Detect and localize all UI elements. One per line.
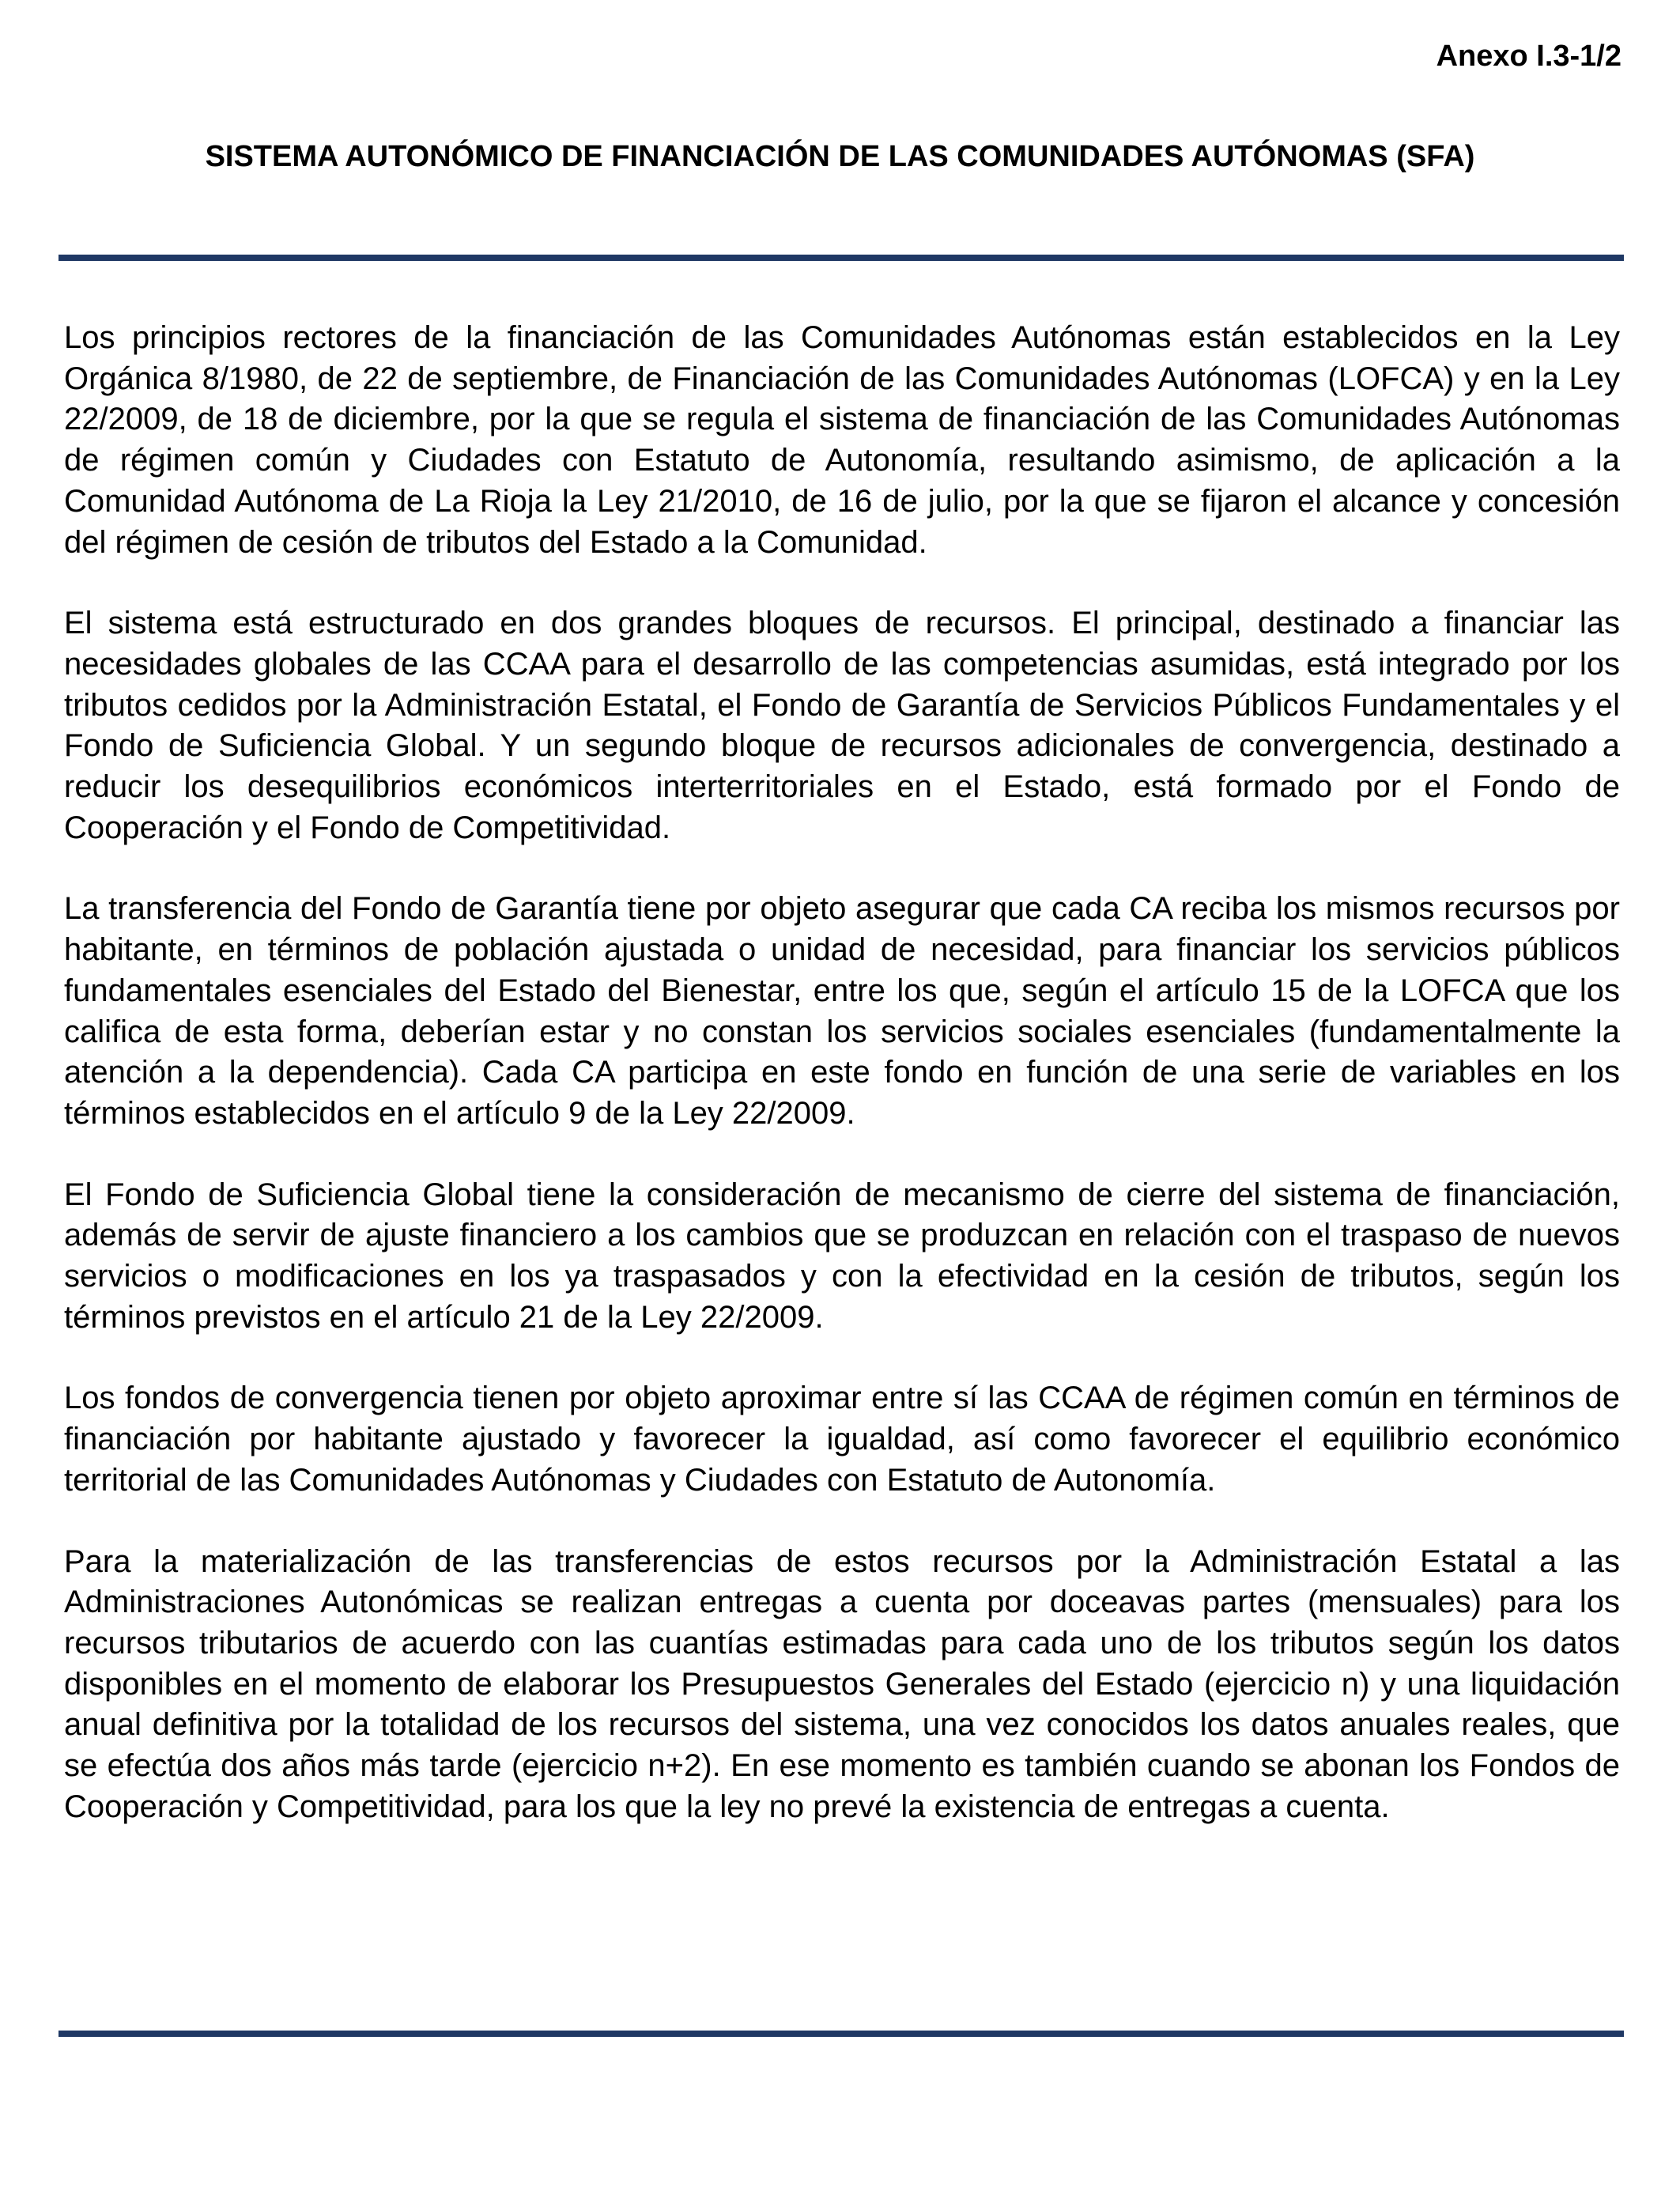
annex-reference: Anexo I.3-1/2 xyxy=(1436,40,1621,73)
paragraph: El Fondo de Suficiencia Global tiene la consideración de mecanismo de cierre del sistema de financiación, además de servir de ajuste financiero a los cambios que se produzcan en relación con el traspaso de nuevos servicios o modificaciones en los ya traspasados y con la efectividad en la cesión de tributos, según los términos previstos en el artículo 21 de la Ley 22/2009. xyxy=(64,1177,1620,1335)
top-divider xyxy=(59,255,1624,261)
document-body xyxy=(64,318,1620,1828)
bottom-divider xyxy=(59,2031,1624,2037)
paragraph: Los principios rectores de la financiación de las Comunidades Autónomas están establecidos en la Ley Orgánica 8/1980, de 22 de septiembre, de Financiación de las Comunidades Autónomas (LOFCA) y en la Ley 22/2009, de 18 de diciembre, por la que se regula el sistema de financiación de las Comunidades Autónomas de régimen común y Ciudades con Estatuto de Autonomía, resultando asimismo, de aplicación a la Comunidad Autónoma de La Rioja la Ley 21/2010, de 16 de julio, por la que se fijaron el alcance y concesión del régimen de cesión de tributos del Estado a la Comunidad. xyxy=(64,320,1620,560)
paragraph: La transferencia del Fondo de Garantía tiene por objeto asegurar que cada CA reciba los mismos recursos por habitante, en términos de población ajustada o unidad de necesidad, para financiar los servicios públicos fundamentales esenciales del Estado del Bienestar, entre los que, según el artículo 15 de la LOFCA que los califica de esta forma, deberían estar y no constan los servicios sociales esenciales (fundamentalmente la atención a la dependencia). Cada CA participa en este fondo en función de una serie de variables en los términos establecidos en el artículo 9 de la Ley 22/2009. xyxy=(64,891,1620,1131)
paragraph: Para la materialización de las transferencias de estos recursos por la Administración Estatal a las Administraciones Autonómicas se realizan entregas a cuenta por doceavas partes (mensuales) para los recursos tributarios de acuerdo con las cuantías estimadas para cada uno de los tributos según los datos disponibles en el momento de elaborar los Presupuestos Generales del Estado (ejercicio n) y una liquidación anual definitiva por la totalidad de los recursos del sistema, una vez conocidos los datos anuales reales, que se efectúa dos años más tarde (ejercicio n+2). En ese momento es también cuando se abonan los Fondos de Cooperación y Competitividad, para los que la ley no prevé la existencia de entregas a cuenta. xyxy=(64,1543,1620,1824)
page-title: SISTEMA AUTONÓMICO DE FINANCIACIÓN DE LAS COMUNIDADES AUTÓNOMAS (SFA) xyxy=(205,140,1475,173)
paragraph: El sistema está estructurado en dos grandes bloques de recursos. El principal, destinado a financiar las necesidades globales de las CCAA para el desarrollo de las competencias asumidas, está integrado por los tributos cedidos por la Administración Estatal, el Fondo de Garantía de Servicios Públicos Fundamentales y el Fondo de Suficiencia Global. Y un segundo bloque de recursos adicionales de convergencia, destinado a reducir los desequilibrios económicos interterritoriales en el Estado, está formado por el Fondo de Cooperación y el Fondo de Competitividad. xyxy=(64,606,1620,845)
paragraph: Los fondos de convergencia tienen por objeto aproximar entre sí las CCAA de régimen común en términos de financiación por habitante ajustado y favorecer la igualdad, así como favorecer el equilibrio económico territorial de las Comunidades Autónomas y Ciudades con Estatuto de Autonomía. xyxy=(64,1381,1620,1498)
